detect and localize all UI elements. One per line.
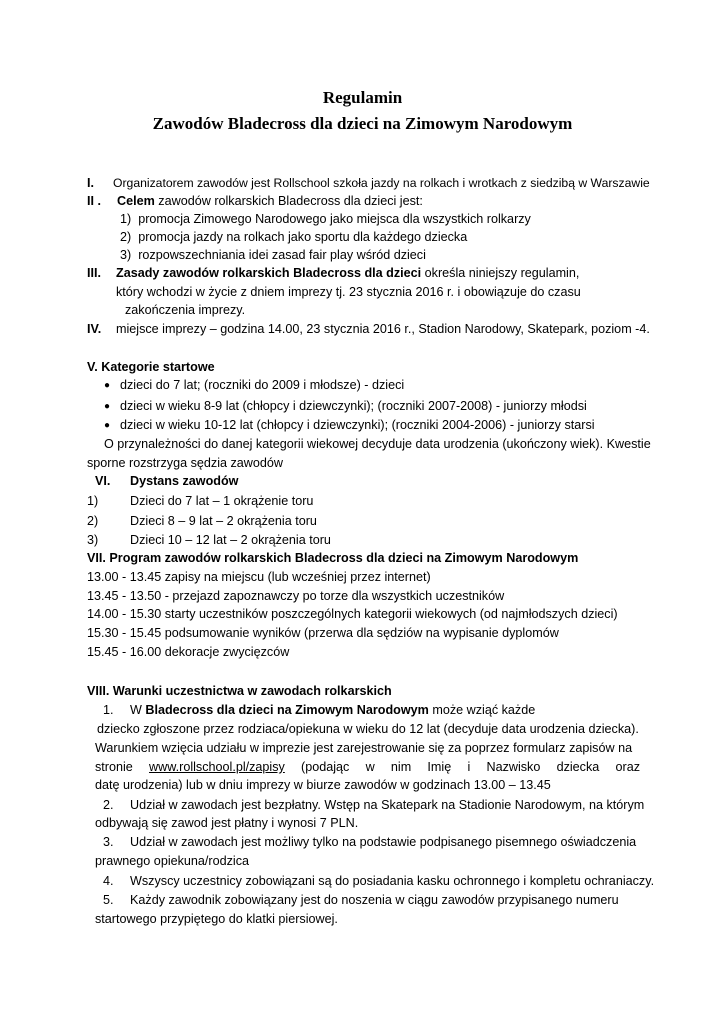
paragraph-3-line2: prawnego opiekuna/rodzica: [95, 854, 250, 868]
schedule-item: 15.45 - 16.00 dekoracje zwycięzców: [87, 645, 290, 659]
section-4-number: IV.: [87, 322, 102, 336]
paragraph-1-line1: W Bladecross dla dzieci na Zimowym Narodowym może wziąć każde: [130, 703, 536, 717]
list-item: dzieci do 7 lat; (roczniki do 2009 i młodsze) - dzieci: [120, 378, 405, 392]
registration-link[interactable]: www.rollschool.pl/zapisy: [149, 760, 285, 774]
section-4-text: miejsce imprezy – godzina 14.00, 23 stycznia 2016 r., Stadion Narodowy, Skatepark, poziom -4.: [116, 322, 650, 336]
section-7-heading: VII. Program zawodów rolkarskich Bladecross dla dzieci na Zimowym Narodowym: [87, 551, 579, 565]
list-item: 3) rozpowszechniania idei zasad fair play wśród dzieci: [120, 248, 426, 262]
bullet-icon: ●: [104, 420, 111, 431]
list-item: Dzieci 10 – 12 lat – 2 okrążenia toru: [130, 533, 331, 547]
document-title: Regulamin: [322, 88, 403, 107]
list-item: 2) promocja jazdy na rolkach jako sportu dla każdego dziecka: [120, 230, 468, 244]
paragraph-number: 1.: [103, 703, 114, 717]
paragraph-4-line1: Wszyscy uczestnicy zobowiązani są do posiadania kasku ochronnego i kompletu ochraniaczy.: [130, 874, 655, 888]
paragraph-number: 3.: [103, 835, 114, 849]
paragraph-1-line3: Warunkiem wzięcia udziału w imprezie jest zarejestrowanie się za poprzez formularz zapisów na: [95, 741, 633, 755]
paragraph-number: 4.: [103, 874, 114, 888]
section-6-number: VI.: [95, 474, 111, 488]
paragraph-1-line5: datę urodzenia) lub w dniu imprezy w biurze zawodów w godzinach 13.00 – 13.45: [95, 778, 551, 792]
schedule-item: 13.00 - 13.45 zapisy na miejscu (lub wcześniej przez internet): [87, 570, 431, 584]
paragraph-5-line2: startowego przypiętego do klatki piersiowej.: [95, 912, 338, 926]
section-2-bold: Celem: [117, 194, 155, 208]
section-2-text: [117, 194, 423, 209]
section-3-number: III.: [87, 266, 101, 280]
list-item-number: 1): [87, 494, 99, 508]
list-item: 1) promocja Zimowego Narodowego jako miejsca dla wszystkich rolkarzy: [120, 212, 531, 226]
section-3-line3: zakończenia imprezy.: [125, 303, 246, 317]
document-subtitle: Zawodów Bladecross dla dzieci na Zimowym Narodowym: [152, 114, 573, 133]
paragraph-1-line2: dziecko zgłoszone przez rodziaca/opiekuna w wieku do 12 lat (decyduje data urodzenia dziecka).: [97, 722, 639, 736]
section-5-note: O przynależności do danej kategorii wiekowej decyduje data urodzenia (ukończony wiek). Kwestie: [104, 437, 651, 451]
list-item: Dzieci 8 – 9 lat – 2 okrążenia toru: [130, 514, 317, 528]
schedule-item: 15.30 - 15.45 podsumowanie wyników (przerwa dla sędziów na wypisanie dyplomów: [87, 626, 559, 640]
section-1-number: I.: [87, 176, 94, 190]
paragraph-2-line1: Udział w zawodach jest bezpłatny. Wstęp na Skatepark na Stadionie Narodowym, na którym: [130, 798, 645, 812]
bullet-icon: ●: [104, 401, 111, 412]
bullet-icon: ●: [104, 380, 111, 391]
section-8-heading: VIII. Warunki uczestnictwa w zawodach rolkarskich: [87, 684, 392, 698]
list-item-number: 2): [87, 514, 99, 528]
paragraph-number: 5.: [103, 893, 114, 907]
schedule-item: 13.45 - 13.50 - przejazd zapoznawczy po torze dla wszystkich uczestników: [87, 589, 505, 603]
schedule-item: 14.00 - 15.30 starty uczestników poszczególnych kategorii wiekowych (od najmłodszych dzieci): [87, 607, 618, 621]
section-3-line2: który wchodzi w życie z dniem imprezy tj. 23 stycznia 2016 r. i obowiązuje do czasu: [116, 285, 581, 299]
paragraph-2-line2: odbywają się zawod jest płatny i wynosi 7 PLN.: [95, 816, 359, 830]
paragraph-3-line1: Udział w zawodach jest możliwy tylko na podstawie podpisanego pisemnego oświadczenia: [130, 835, 637, 849]
section-2-rest: zawodów rolkarskich Bladecross dla dzieci jest:: [154, 194, 423, 208]
list-item: dzieci w wieku 10-12 lat (chłopcy i dziewczynki); (roczniki 2004-2006) - juniorzy starsi: [120, 418, 595, 432]
list-item: Dzieci do 7 lat – 1 okrążenie toru: [130, 494, 314, 508]
section-5-note-cont: sporne rozstrzyga sędzia zawodów: [87, 456, 283, 470]
list-item: dzieci w wieku 8-9 lat (chłopcy i dziewczynki); (roczniki 2007-2008) - juniorzy młodsi: [120, 399, 587, 413]
section-5-heading: V. Kategorie startowe: [87, 360, 215, 374]
paragraph-5-line1: Każdy zawodnik zobowiązany jest do noszenia w ciągu zawodów przypisanego numeru: [130, 893, 619, 907]
section-2-number: II .: [87, 194, 101, 208]
paragraph-number: 2.: [103, 798, 114, 812]
paragraph-1-line4: stronie www.rollschool.pl/zapisy (podając w nim Imię i Nazwisko dziecka oraz: [95, 760, 640, 774]
section-1-text: Organizatorem zawodów jest Rollschool szkoła jazdy na rolkach i wrotkach z siedzibą w Warszawie: [113, 176, 650, 190]
section-6-heading: Dystans zawodów: [130, 474, 239, 488]
list-item-number: 3): [87, 533, 99, 547]
section-3-text: Zasady zawodów rolkarskich Bladecross dla dzieci określa niniejszy regulamin,: [116, 266, 580, 280]
